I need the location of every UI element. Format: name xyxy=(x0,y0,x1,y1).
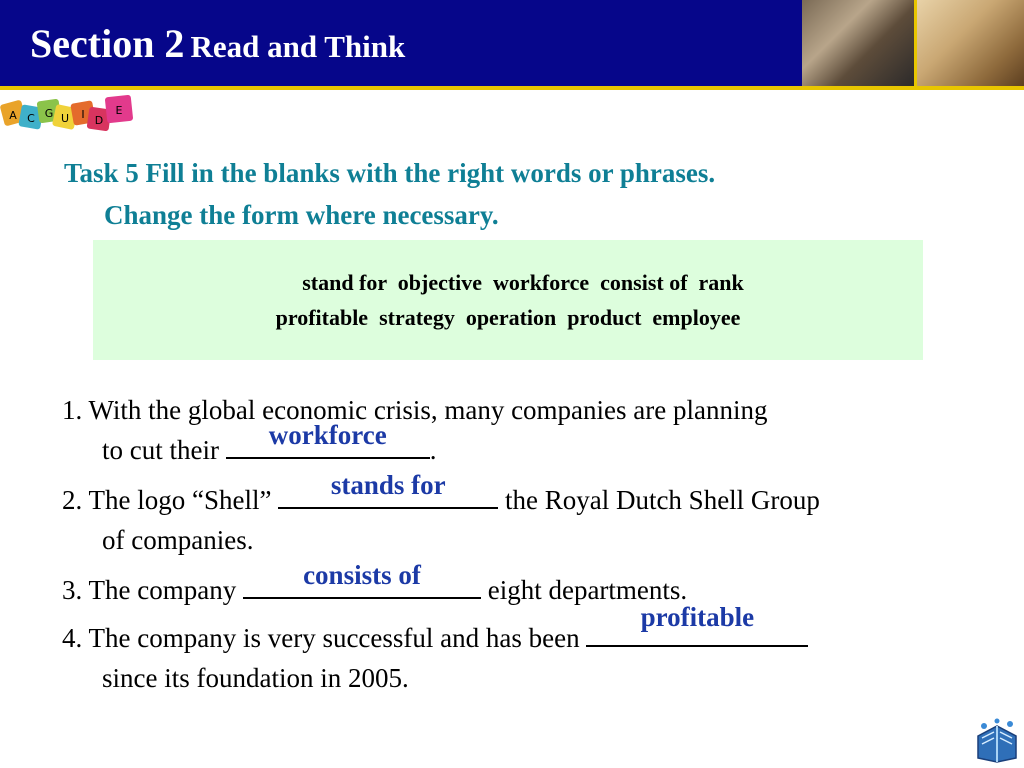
item-4-blank xyxy=(586,602,808,647)
item-4-line-1 xyxy=(62,602,982,658)
header-divider xyxy=(0,86,1024,90)
item-4-answer: profitable xyxy=(640,602,755,632)
svg-text:U: U xyxy=(60,112,70,125)
item-2-blank xyxy=(278,470,498,509)
item-1-text-before: to cut their xyxy=(102,435,226,465)
item-4-line-2: since its foundation in 2005. xyxy=(102,663,409,693)
item-3-text-after: eight departments. xyxy=(480,575,688,605)
exercise-item-3 xyxy=(62,560,982,610)
item-1-answer: workforce xyxy=(268,420,387,450)
item-4-text-before: 4. The company is very successful and has been xyxy=(62,623,587,653)
handshake-photo xyxy=(917,0,1024,86)
item-3-answer: consists of xyxy=(303,560,421,590)
title-section: Section 2 xyxy=(30,21,185,66)
svg-text:E: E xyxy=(115,104,123,117)
exercise-item-1 xyxy=(62,390,982,470)
item-1-blank xyxy=(226,420,430,459)
item-1-line-2 xyxy=(62,420,982,470)
book-icon xyxy=(974,718,1020,764)
svg-text:I: I xyxy=(81,108,85,121)
item-3-text-before: 3. The company xyxy=(62,575,243,605)
exercise-item-4 xyxy=(62,602,982,698)
business-meeting-photo xyxy=(802,0,914,86)
item-2-text-after: the Royal Dutch Shell Group xyxy=(498,485,820,515)
task-line-2: Change the form where necessary. xyxy=(104,200,499,230)
puzzle-piece-e xyxy=(105,95,134,124)
svg-text:A: A xyxy=(9,109,17,122)
title-subtitle: Read and Think xyxy=(190,29,406,64)
word-bank-line-2: profitable strategy operation product employee xyxy=(275,305,741,330)
svg-text:G: G xyxy=(44,107,54,120)
task-instructions xyxy=(64,152,944,236)
puzzle-letters-logo xyxy=(0,92,140,142)
item-2-line-2: of companies. xyxy=(102,525,254,555)
word-bank-box xyxy=(93,240,923,360)
exercise-item-2 xyxy=(62,470,982,560)
item-1-line-1: 1. With the global economic crisis, many companies are planning xyxy=(62,395,768,425)
slide-title xyxy=(30,20,405,67)
word-bank-line-1: stand for objective workforce consist of rank xyxy=(302,270,744,295)
item-3-blank xyxy=(243,560,481,599)
item-3-line-1 xyxy=(62,560,982,610)
svg-text:D: D xyxy=(94,114,104,127)
item-2-text-before: 2. The logo “Shell” xyxy=(62,485,279,515)
svg-text:C: C xyxy=(27,112,35,125)
task-line-1: Task 5 Fill in the blanks with the right words or phrases. xyxy=(64,158,716,188)
item-2-answer: stands for xyxy=(330,470,446,500)
item-1-text-after: . xyxy=(429,435,437,465)
item-2-line-1 xyxy=(62,470,982,520)
